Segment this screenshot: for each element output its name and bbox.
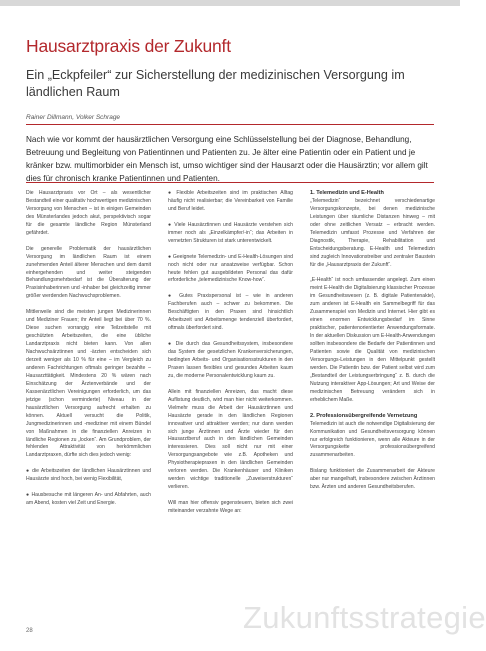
section-heading: 1. Telemedizin und E-Health [310, 190, 384, 196]
body-paragraph: Telemedizin ist auch die notwendige Digitalisierung der Kommunikation und Gesundheitsversorgung können nur erfolgreich funktionieren, wenn alle Akteure in der Versorgungskette professionsübergreifend zusammenarbeiten. [310, 420, 435, 459]
lead-paragraph: Nach wie vor kommt der hausärztlichen Versorgung eine Schlüsselstellung bei der Diagnose, Behandlung, Betreuung und Begleitung von Patientinnen und Patienten zu. Je älter eine Patientin oder ein Patient und je kränker bzw. multimorbider ein Mensch ist, umso wichtiger sind der Hausarzt oder die Hausärztin; vor allem gilt dies für chronisch kranke Patientinnen und Patienten. [26, 135, 428, 183]
text-column-3 [310, 190, 435, 500]
section-heading: 2. Professionsübergreifende Vernetzung [310, 412, 418, 419]
text-column-2 [168, 190, 293, 524]
body-paragraph: Die generelle Problematik der hausärztlichen Versorgung im ländlichen Raum ist einem zunehmenden Anteil älterer Menschen und dem damit einhergehenden und weiter steigenden Behandlungsmehrbedarf ist die Überalterung der Praxisinhaberinnen und -inhaber bei gleichzeitig immer größer werdenden Nachwuchsproblemen. [26, 245, 151, 300]
body-paragraph: ● Hausbesuche mit längeren An- und Abfahrten, auch am Abend, kosten viel Zeit und Energie. [26, 492, 151, 507]
divider-top [26, 124, 434, 125]
body-paragraph: ● Gutes Praxispersonal ist – wie in anderen Fachberufen auch – schwer zu bekommen. Die Beschäftigten in den Praxen sind hinsichtlich Arbeitszeit und Arbeitsmenge tendenziell überfordert, oftmals überfordert sind. [168, 293, 293, 332]
body-paragraph: „Telemedizin“ bezeichnet verschiedenartige Versorgungskonzepte, bei denen medizinische Leistungen über räumliche Distanzen hinweg – mit oder ohne zeitlichen Versatz – erbracht werden. Telemedizin umfasst Prozesse und Verfahren der Diagnostik, Therapie, Rehabilitation und Entscheidungsberatung. E-Health und Telemedizin sind zugleich Innovationstreiber und zentraler Baustein für die „Hausarztpraxis der Zukunft“. [310, 197, 435, 268]
article-subtitle: Ein „Eckpfeiler“ zur Sicherstellung der medizinischen Versorgung im ländlichen Raum [26, 68, 405, 99]
body-paragraph: ● Viele Hausärztinnen und Hausärzte verstehen sich immer noch als „Einzelkämpfer/-in“; das Arbeiten in vernetzten Strukturen ist stark unterentwickelt. [168, 221, 293, 244]
body-paragraph: Die Hausarztpraxis vor Ort – als wesentlicher Bestandteil einer qualitativ hochwertigen medizinischen Versorgung von Menschen – ist in einigen Gemeinden des Münsterlandes jedoch akut, perspektivisch sogar für die gesamte ländliche Region Münsterland gefährdet. [26, 190, 151, 236]
body-paragraph: ● Geeignete Telemedizin- und E-Health-Lösungen sind noch nicht oder nur ansatzweise verfügbar. Schon heute fehlen gut ausgebildeten Personal das dafür erforderliche „telemedizinische Know-how“. [168, 253, 293, 284]
article-authors: Rainer Dillmann, Volker Schrage [26, 114, 121, 121]
top-band [0, 0, 460, 6]
page-number: 28 [26, 628, 33, 634]
body-paragraph: ● Die durch das Gesundheitssystem, insbesondere das System der gesetzlichen Krankenversicherungen, bedingten Arbeits- und Organisationsstrukturen in den Praxen lassen flexibles und gesundes Arbeiten kaum zu, die moderne Personalentwicklung kaum zu. [168, 341, 293, 379]
body-paragraph: Allein mit finanziellen Anreizen, das macht diese Auflistung deutlich, wird man hier nicht weiterkommen. Vielmehr muss die Arbeit der Hausärztinnen und Hausärzte gerade in den ländlichen Regionen innovativer und attraktiver werden; nur dann werden sich junge Ärztinnen und Ärzte wieder für den Hausarztberuf auch in den ländlichen Gemeinden interessieren. Dies soll nicht nur mit einer Versorgungsangebote wie z.B. Apotheken und Physiotherapiepraxen in den ländlichen Gemeinden verloren werden. Die Krankenhäuser und Kliniken werden wichtige traditionelle „Zuweiserstrukturen“ verlieren. [168, 388, 293, 491]
section-watermark: Zukunftsstrategie [243, 600, 486, 635]
body-paragraph: Bislang funktioniert die Zusammenarbeit der Akteure aber nur mangelhaft, insbesondere zwischen Ärztinnen bzw. Ärzten und anderen Gesundheitsberufen. [310, 468, 435, 491]
divider-bottom [26, 182, 434, 183]
body-paragraph: ● Flexible Arbeitszeiten sind im praktischen Alltag häufig nicht realisierbar; die Vereinbarkeit von Familie und Beruf leidet. [168, 190, 293, 212]
body-paragraph: Will man hier offensiv gegensteuern, bieten sich zwei miteinander verzahnte Wege an: [168, 500, 293, 515]
body-paragraph: „E-Health“ ist noch umfassender angelegt. Zum einen meint E-Health die Digitalisierung klassischer Prozesse im Gesundheitswesen (z. B. digitale Patientenakte), zum anderen ist E-Health ein Sammelbegriff für das Zusammenspiel von Medizin und Internet. Hier gibt es einen enormen Entwicklungsbedarf im Sinne praktischer, patientenorientierter Anwendungsformate. In der aktuellen Diskussion um E-Health-Anwendungen sollten insbesondere die Bedarfe der Patientinnen und Patienten sowie die Qualität von medizinischen Versorgungs-Leistungen in den Mittelpunkt gestellt werden. Die Patientin bzw. der Patient selbst wird zum „Bestandteil der Leistungserbringung“ z. B. durch die Nutzung interaktiver App-Lösungen; Art und Weise der medizinischen Betreuung verändern sich in erheblichem Maße. [310, 277, 435, 403]
text-column-1 [26, 190, 151, 516]
body-paragraph: ● die Arbeitszeiten der ländlichen Hausärztinnen und Hausärzte sind hoch, bei wenig Flexibilität, [26, 468, 151, 483]
article-title: Hausarztpraxis der Zukunft [26, 36, 231, 56]
body-paragraph: Mittlerweile sind die meisten jungen Medizinerinnen und Mediziner Frauen; ihr Anteil liegt bei über 70 %. Diese suchen vorrangig eine Teilzeitstelle mit geschützten Arbeitszeiten, die eine übliche Landarztpraxis nicht bieten kann. Von allen Nachwuchsärztinnen und -ärzten entscheiden sich derzeit weniger als 10 % für eine – im Vergleich zu anderen Fachrichtungen oftmals geringer bezahlte – Hausarzttätigkeit. Mindestens 20 % wären nach Einschätzung der Ärztenverbände und der Kassenärztlichen Vereinigungen erforderlich, um das jetzige (schon verminderte) Niveau in der hausärztlichen Versorgung aufrecht erhalten zu können. Aktuell versucht die Politik, Jungmedizinerinnen und -mediziner mit einem Bündel von Maßnahmen in die finanziellen Anreizen in ländliche Regionen zu „locken“. Am Grundproblem, der fehlenden Attraktivität von herkömmlichen Landarztpraxen, dürfte sich dies jedoch wenig: [26, 309, 151, 459]
